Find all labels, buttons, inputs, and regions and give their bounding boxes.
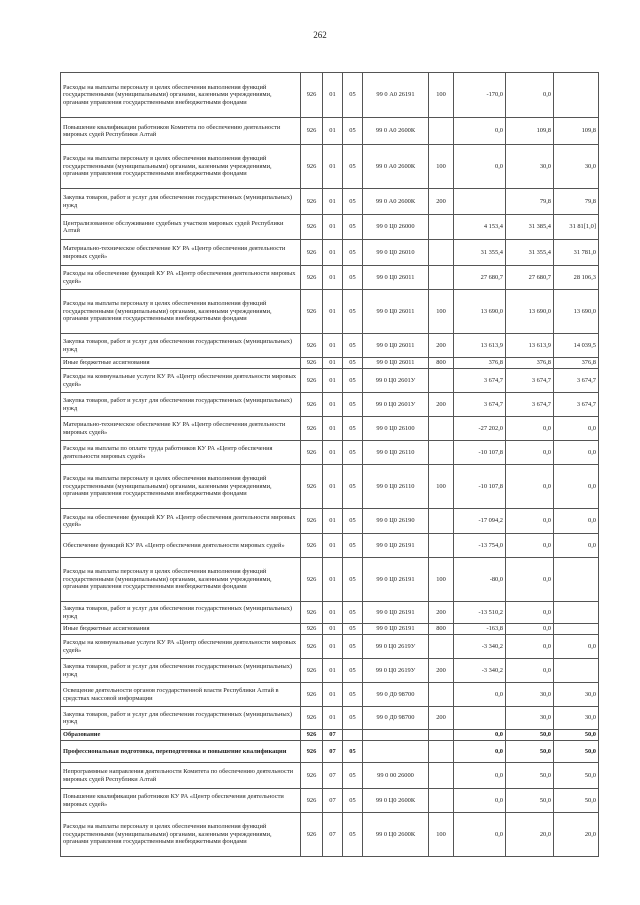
row-name: Расходы на выплаты персоналу в целях обеспечения выполнения функций государственными (муниципальными) органами, казенными учреждениями, органами управления государственными внебюджетными фондами: [61, 558, 301, 602]
row-rz: 01: [323, 145, 343, 189]
row-csr: [363, 730, 429, 741]
row-value-1: 0,0: [454, 145, 506, 189]
row-value-1: 13 613,9: [454, 334, 506, 358]
row-gr: 926: [301, 509, 323, 534]
row-gr: 926: [301, 73, 323, 118]
row-name: Обеспечение функций КУ РА «Центр обеспечения деятельности мировых судей»: [61, 534, 301, 558]
row-vr: 100: [429, 558, 454, 602]
row-gr: 926: [301, 789, 323, 813]
row-rz: 01: [323, 465, 343, 509]
row-name: Расходы на выплаты по оплате труда работников КУ РА «Центр обеспечения деятельности мировых судей»: [61, 441, 301, 465]
row-name: Расходы на выплаты персоналу в целях обеспечения выполнения функций государственными (муниципальными) органами, казенными учреждениями, органами управления государственными внебюджетными фондами: [61, 290, 301, 334]
row-pr: 05: [343, 624, 363, 635]
row-value-3: 79,8: [554, 189, 599, 215]
row-pr: 05: [343, 683, 363, 707]
row-value-1: -80,0: [454, 558, 506, 602]
row-gr: 926: [301, 465, 323, 509]
row-rz: 01: [323, 118, 343, 145]
row-value-3: 50,0: [554, 763, 599, 789]
row-value-3: 31 81[1,0]: [554, 215, 599, 240]
row-name: Централизованное обслуживание судебных участков мировых судей Республики Алтай: [61, 215, 301, 240]
row-vr: 100: [429, 290, 454, 334]
row-value-1: 0,0: [454, 813, 506, 857]
row-vr: [429, 215, 454, 240]
row-value-2: 0,0: [506, 602, 554, 624]
row-pr: 05: [343, 369, 363, 393]
row-gr: 926: [301, 266, 323, 290]
table-row: [61, 358, 599, 369]
row-gr: 926: [301, 707, 323, 730]
row-csr: 99 0 Ц0 26011: [363, 290, 429, 334]
row-rz: 01: [323, 441, 343, 465]
row-csr: 99 0 Ц0 2619У: [363, 659, 429, 683]
row-csr: 99 0 Ц0 26011: [363, 334, 429, 358]
row-vr: [429, 741, 454, 763]
row-gr: 926: [301, 763, 323, 789]
row-pr: 05: [343, 334, 363, 358]
row-vr: 200: [429, 707, 454, 730]
row-gr: 926: [301, 215, 323, 240]
row-csr: 99 0 00 26000: [363, 763, 429, 789]
row-value-2: 27 680,7: [506, 266, 554, 290]
row-csr: 99 0 Ц0 2601У: [363, 369, 429, 393]
row-rz: 01: [323, 189, 343, 215]
row-value-2: 50,0: [506, 741, 554, 763]
row-pr: 05: [343, 189, 363, 215]
row-rz: 01: [323, 73, 343, 118]
row-value-3: 0,0: [554, 441, 599, 465]
row-rz: 01: [323, 393, 343, 417]
row-rz: 01: [323, 358, 343, 369]
row-csr: 99 0 Ц0 26191: [363, 534, 429, 558]
row-value-3: 13 690,0: [554, 290, 599, 334]
row-csr: 99 0 Ц0 26191: [363, 602, 429, 624]
row-vr: 200: [429, 659, 454, 683]
table-row: [61, 334, 599, 358]
table-row: [61, 118, 599, 145]
row-rz: 01: [323, 683, 343, 707]
row-pr: 05: [343, 118, 363, 145]
row-csr: 99 0 Ц0 26100: [363, 417, 429, 441]
row-pr: 05: [343, 635, 363, 659]
table-row: [61, 189, 599, 215]
row-csr: 99 0 Ц0 26011: [363, 358, 429, 369]
row-name: Иные бюджетные ассигнования: [61, 358, 301, 369]
row-pr: 05: [343, 266, 363, 290]
table-row: [61, 417, 599, 441]
row-name: Повышение квалификации работников Комитета по обеспечению деятельности мировых судей Республики Алтай: [61, 118, 301, 145]
row-value-1: -163,8: [454, 624, 506, 635]
row-name: Освещение деятельности органов государственной власти Республики Алтай в средствах массовой информации: [61, 683, 301, 707]
row-gr: 926: [301, 118, 323, 145]
row-value-1: 0,0: [454, 741, 506, 763]
row-pr: 05: [343, 763, 363, 789]
row-value-3: 3 674,7: [554, 369, 599, 393]
table-row: [61, 240, 599, 266]
row-value-2: 3 674,7: [506, 369, 554, 393]
table-row: [61, 145, 599, 189]
row-vr: 100: [429, 465, 454, 509]
row-value-1: 13 690,0: [454, 290, 506, 334]
row-vr: [429, 118, 454, 145]
row-pr: 05: [343, 534, 363, 558]
row-value-1: -10 107,8: [454, 441, 506, 465]
row-name: Материально-техническое обеспечение КУ РА «Центр обеспечения деятельности мировых судей»: [61, 417, 301, 441]
row-vr: [429, 417, 454, 441]
row-vr: [429, 683, 454, 707]
table-row: [61, 763, 599, 789]
row-value-1: -170,0: [454, 73, 506, 118]
row-csr: 99 0 Ц0 26191: [363, 624, 429, 635]
row-name: Закупка товаров, работ и услуг для обеспечения государственных (муниципальных) нужд: [61, 189, 301, 215]
row-name: Расходы на коммунальные услуги КУ РА «Центр обеспечения деятельности мировых судей»: [61, 369, 301, 393]
row-gr: 926: [301, 441, 323, 465]
row-vr: 200: [429, 393, 454, 417]
table-row: [61, 683, 599, 707]
row-pr: 05: [343, 358, 363, 369]
row-value-1: -27 202,0: [454, 417, 506, 441]
row-value-1: 3 674,7: [454, 393, 506, 417]
row-csr: 99 0 А0 26191: [363, 73, 429, 118]
row-value-3: 30,0: [554, 683, 599, 707]
row-value-1: 0,0: [454, 730, 506, 741]
row-value-2: 0,0: [506, 417, 554, 441]
row-gr: 926: [301, 534, 323, 558]
row-name: Закупка товаров, работ и услуг для обеспечения государственных (муниципальных) нужд: [61, 334, 301, 358]
row-value-1: 3 674,7: [454, 369, 506, 393]
table-row: [61, 741, 599, 763]
row-name: Расходы на выплаты персоналу в целях обеспечения выполнения функций государственными (муниципальными) органами, казенными учреждениями, органами управления государственными внебюджетными фондами: [61, 813, 301, 857]
row-value-1: 0,0: [454, 789, 506, 813]
row-gr: 926: [301, 290, 323, 334]
row-csr: 99 0 Ц0 2600К: [363, 789, 429, 813]
row-value-2: 50,0: [506, 730, 554, 741]
row-rz: 01: [323, 707, 343, 730]
table-row: [61, 465, 599, 509]
row-gr: 926: [301, 635, 323, 659]
row-value-2: 0,0: [506, 624, 554, 635]
row-pr: 05: [343, 240, 363, 266]
row-csr: 99 0 А0 2600К: [363, 145, 429, 189]
row-vr: [429, 240, 454, 266]
row-pr: 05: [343, 707, 363, 730]
row-pr: [343, 730, 363, 741]
row-gr: 926: [301, 189, 323, 215]
row-value-1: 4 153,4: [454, 215, 506, 240]
row-pr: 05: [343, 215, 363, 240]
row-value-2: 0,0: [506, 465, 554, 509]
table-row: [61, 215, 599, 240]
row-csr: 99 0 Ц0 26011: [363, 266, 429, 290]
row-value-2: 0,0: [506, 73, 554, 118]
row-csr: 99 0 Ц0 26190: [363, 509, 429, 534]
row-value-2: 30,0: [506, 683, 554, 707]
row-value-3: 376,8: [554, 358, 599, 369]
row-name: Профессиональная подготовка, переподготовка и повышение квалификации: [61, 741, 301, 763]
row-gr: 926: [301, 813, 323, 857]
row-value-1: 27 680,7: [454, 266, 506, 290]
table-row: [61, 73, 599, 118]
row-value-1: -13 510,2: [454, 602, 506, 624]
row-value-3: 3 674,7: [554, 393, 599, 417]
row-pr: 05: [343, 813, 363, 857]
row-name: Закупка товаров, работ и услуг для обеспечения государственных (муниципальных) нужд: [61, 602, 301, 624]
row-vr: [429, 534, 454, 558]
row-rz: 01: [323, 558, 343, 602]
row-gr: 926: [301, 334, 323, 358]
row-rz: 01: [323, 290, 343, 334]
row-csr: 99 0 Ц0 2600К: [363, 813, 429, 857]
row-csr: 99 0 Ц0 26010: [363, 240, 429, 266]
table-row: [61, 290, 599, 334]
row-value-3: 0,0: [554, 417, 599, 441]
row-vr: [429, 635, 454, 659]
row-value-2: 0,0: [506, 659, 554, 683]
row-rz: 01: [323, 659, 343, 683]
row-rz: 01: [323, 417, 343, 441]
row-pr: 05: [343, 741, 363, 763]
row-rz: 07: [323, 789, 343, 813]
row-csr: [363, 741, 429, 763]
row-value-1: 376,8: [454, 358, 506, 369]
row-pr: 05: [343, 73, 363, 118]
table-row: [61, 509, 599, 534]
row-value-3: 50,0: [554, 741, 599, 763]
row-value-3: [554, 558, 599, 602]
row-gr: 926: [301, 393, 323, 417]
table-row: [61, 730, 599, 741]
row-name: Расходы на коммунальные услуги КУ РА «Центр обеспечения деятельности мировых судей»: [61, 635, 301, 659]
row-csr: 99 0 Ц0 2601У: [363, 393, 429, 417]
row-value-2: 109,8: [506, 118, 554, 145]
row-value-1: 0,0: [454, 118, 506, 145]
row-name: Расходы на выплаты персоналу в целях обеспечения выполнения функций государственными (муниципальными) органами, казенными учреждениями, органами управления государственными внебюджетными фондами: [61, 145, 301, 189]
table-row: [61, 266, 599, 290]
row-csr: 99 0 Ц0 26110: [363, 465, 429, 509]
row-vr: 100: [429, 813, 454, 857]
row-value-1: [454, 189, 506, 215]
row-value-3: 20,0: [554, 813, 599, 857]
row-gr: 926: [301, 417, 323, 441]
row-rz: 01: [323, 334, 343, 358]
row-pr: 05: [343, 290, 363, 334]
row-name: Материально-техническое обеспечение КУ РА «Центр обеспечения деятельности мировых судей»: [61, 240, 301, 266]
row-gr: 926: [301, 369, 323, 393]
row-value-3: 109,8: [554, 118, 599, 145]
row-name: Закупка товаров, работ и услуг для обеспечения государственных (муниципальных) нужд: [61, 393, 301, 417]
row-value-2: 50,0: [506, 763, 554, 789]
row-value-2: 13 613,9: [506, 334, 554, 358]
row-vr: 100: [429, 73, 454, 118]
row-rz: 01: [323, 215, 343, 240]
row-rz: 01: [323, 266, 343, 290]
row-name: Закупка товаров, работ и услуг для обеспечения государственных (муниципальных) нужд: [61, 659, 301, 683]
row-value-1: -3 340,2: [454, 635, 506, 659]
row-value-3: 28 106,3: [554, 266, 599, 290]
row-vr: [429, 509, 454, 534]
row-name: Иные бюджетные ассигнования: [61, 624, 301, 635]
row-value-2: 30,0: [506, 145, 554, 189]
row-gr: 926: [301, 730, 323, 741]
row-value-2: 0,0: [506, 441, 554, 465]
row-value-2: 0,0: [506, 534, 554, 558]
row-pr: 05: [343, 417, 363, 441]
row-csr: 99 0 Д0 98700: [363, 707, 429, 730]
row-value-2: 79,8: [506, 189, 554, 215]
row-rz: 07: [323, 741, 343, 763]
row-value-1: 31 355,4: [454, 240, 506, 266]
row-gr: 926: [301, 683, 323, 707]
row-name: Непрограммные направления деятельности Комитета по обеспечению деятельности мировых судей Республики Алтай: [61, 763, 301, 789]
row-csr: 99 0 А0 2600К: [363, 118, 429, 145]
row-gr: 926: [301, 558, 323, 602]
budget-table: [60, 72, 599, 857]
row-value-1: 0,0: [454, 683, 506, 707]
row-pr: 05: [343, 602, 363, 624]
row-vr: [429, 266, 454, 290]
table-row: [61, 602, 599, 624]
row-gr: 926: [301, 624, 323, 635]
row-value-3: 14 039,5: [554, 334, 599, 358]
row-pr: 05: [343, 441, 363, 465]
table-row: [61, 624, 599, 635]
row-vr: [429, 789, 454, 813]
row-name: Расходы на выплаты персоналу в целях обеспечения выполнения функций государственными (муниципальными) органами, казенными учреждениями, органами управления государственными внебюджетными фондами: [61, 73, 301, 118]
row-vr: 100: [429, 145, 454, 189]
row-vr: 200: [429, 334, 454, 358]
row-name: Повышение квалификации работников КУ РА «Центр обеспечения деятельности мировых судей»: [61, 789, 301, 813]
row-value-3: 30,0: [554, 707, 599, 730]
row-value-1: -13 754,0: [454, 534, 506, 558]
row-name: Расходы на выплаты персоналу в целях обеспечения выполнения функций государственными (муниципальными) органами, казенными учреждениями, органами управления государственными внебюджетными фондами: [61, 465, 301, 509]
row-gr: 926: [301, 145, 323, 189]
row-csr: 99 0 Ц0 26110: [363, 441, 429, 465]
row-csr: 99 0 Ц0 26191: [363, 558, 429, 602]
row-rz: 01: [323, 602, 343, 624]
row-value-3: 0,0: [554, 509, 599, 534]
row-pr: 05: [343, 393, 363, 417]
row-gr: 926: [301, 240, 323, 266]
row-value-2: 30,0: [506, 707, 554, 730]
row-value-1: -17 094,2: [454, 509, 506, 534]
table-row: [61, 534, 599, 558]
table-row: [61, 635, 599, 659]
row-value-3: [554, 624, 599, 635]
row-value-3: 30,0: [554, 145, 599, 189]
row-rz: 01: [323, 509, 343, 534]
row-value-2: 376,8: [506, 358, 554, 369]
row-vr: 200: [429, 602, 454, 624]
row-vr: 200: [429, 189, 454, 215]
row-value-3: 50,0: [554, 789, 599, 813]
row-value-2: 31 385,4: [506, 215, 554, 240]
table-row: [61, 441, 599, 465]
row-vr: 800: [429, 358, 454, 369]
table-row: [61, 659, 599, 683]
table-row: [61, 393, 599, 417]
row-pr: 05: [343, 145, 363, 189]
row-value-2: 0,0: [506, 635, 554, 659]
row-name: Образование: [61, 730, 301, 741]
row-value-3: 0,0: [554, 635, 599, 659]
row-csr: 99 0 Ц0 26000: [363, 215, 429, 240]
row-csr: 99 0 А0 2600К: [363, 189, 429, 215]
row-value-1: 0,0: [454, 763, 506, 789]
row-gr: 926: [301, 358, 323, 369]
row-csr: 99 0 Ц0 2619У: [363, 635, 429, 659]
row-value-3: [554, 602, 599, 624]
table-row: [61, 789, 599, 813]
row-pr: 05: [343, 558, 363, 602]
table-row: [61, 558, 599, 602]
row-vr: [429, 763, 454, 789]
row-value-3: 0,0: [554, 465, 599, 509]
row-vr: 800: [429, 624, 454, 635]
row-value-2: 31 355,4: [506, 240, 554, 266]
row-csr: 99 0 Д0 98700: [363, 683, 429, 707]
row-value-3: 31 781,0: [554, 240, 599, 266]
row-value-2: 0,0: [506, 509, 554, 534]
row-name: Расходы на обеспечение функций КУ РА «Центр обеспечения деятельности мировых судей»: [61, 266, 301, 290]
row-rz: 01: [323, 624, 343, 635]
row-value-2: 13 690,0: [506, 290, 554, 334]
table-row: [61, 369, 599, 393]
row-vr: [429, 730, 454, 741]
row-vr: [429, 441, 454, 465]
row-rz: 01: [323, 240, 343, 266]
row-rz: 01: [323, 369, 343, 393]
row-vr: [429, 369, 454, 393]
row-value-2: 0,0: [506, 558, 554, 602]
row-value-2: 20,0: [506, 813, 554, 857]
row-value-3: 0,0: [554, 534, 599, 558]
row-rz: 01: [323, 534, 343, 558]
row-rz: 07: [323, 813, 343, 857]
page-number: 262: [313, 30, 327, 40]
row-name: Закупка товаров, работ и услуг для обеспечения государственных (муниципальных) нужд: [61, 707, 301, 730]
row-value-2: 50,0: [506, 789, 554, 813]
row-value-1: -3 340,2: [454, 659, 506, 683]
row-pr: 05: [343, 659, 363, 683]
row-gr: 926: [301, 659, 323, 683]
row-pr: 05: [343, 509, 363, 534]
row-value-1: -10 107,8: [454, 465, 506, 509]
row-rz: 07: [323, 730, 343, 741]
row-value-2: 3 674,7: [506, 393, 554, 417]
table-row: [61, 707, 599, 730]
row-pr: 05: [343, 465, 363, 509]
row-value-3: [554, 73, 599, 118]
row-value-3: 50,0: [554, 730, 599, 741]
row-gr: 926: [301, 602, 323, 624]
table-row: [61, 813, 599, 857]
row-value-1: [454, 707, 506, 730]
row-pr: 05: [343, 789, 363, 813]
row-rz: 07: [323, 763, 343, 789]
row-name: Расходы на обеспечение функций КУ РА «Центр обеспечения деятельности мировых судей»: [61, 509, 301, 534]
row-value-3: [554, 659, 599, 683]
row-gr: 926: [301, 741, 323, 763]
row-rz: 01: [323, 635, 343, 659]
